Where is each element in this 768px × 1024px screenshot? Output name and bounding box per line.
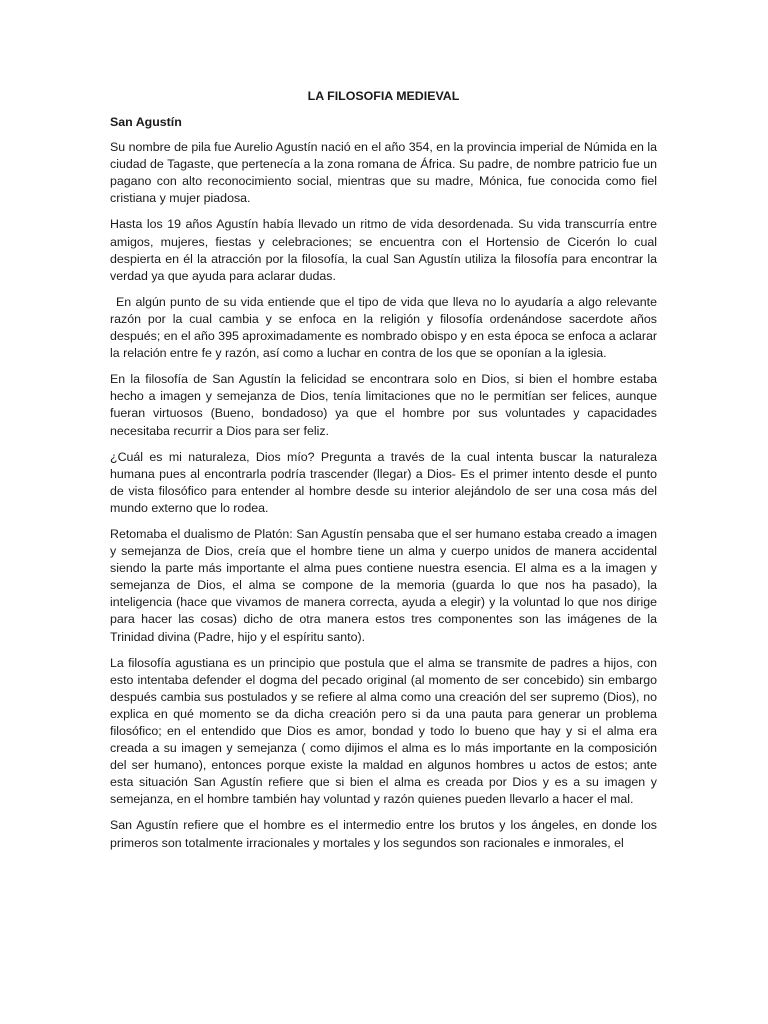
paragraph-nature: ¿Cuál es mi naturaleza, Dios mío? Pregunta a través de la cual intenta buscar la naturaleza humana pues al encontrarla podría trascender (llegar) a Dios- Es el primer intento desde el punto de vista filosófico para entender al hombre desde su interior alejándolo de ser una cosa más del mundo externo que lo rodea.: [110, 449, 657, 515]
document-title: LA FILOSOFIA MEDIEVAL: [307, 89, 460, 103]
paragraph-conversion: En algún punto de su vida entiende que el tipo de vida que lleva no lo ayudaría a algo relevante razón por la cual cambia y se enfoca en la religión y filosofía ordenándose sacerdote años después; en el año 395 aproximadamente es nombrado obispo y en esta época se enfoca a aclarar la relación entre fe y razón, así como a luchar en contra de los que se oponían a la iglesia.: [110, 294, 657, 361]
paragraph-soul-origin: La filosofía agustiana es un principio que postula que el alma se transmite de padres a hijos, con esto intentaba defender el dogma del pecado original (al momento de ser concebido) sin embargo después cambia sus postulados y se refiere al alma como una creación del ser supremo (Dios), no explica en qué momento se da dicha creación pero si da una pauta para generar un problema filosófico; en el entendido que Dios es amor, bondad y todo lo bueno que hay y si el alma era creada a su imagen y semejanza ( como dijimos el alma es lo más importante en la composición del ser humano), entonces porque existe la maldad en algunos hombres u actos de estos; ante esta situación San Agustín refiere que si bien el alma es creada por Dios y es a su imagen y semejanza, en el hombre también hay voluntad y razón quienes pueden llevarlo a hacer el mal.: [110, 655, 657, 807]
paragraph-youth: Hasta los 19 años Agustín había llevado un ritmo de vida desordenada. Su vida transcurría entre amigos, mujeres, fiestas y celebraciones; se encuentra con el Hortensio de Cicerón lo cual despierta en él la atracción por la filosofía, la cual San Agustín utiliza la filosofía para encontrar la verdad ya que ayuda para aclarar dudas.: [110, 217, 657, 283]
section-heading: San Agustín: [110, 115, 182, 129]
paragraph-biography: Su nombre de pila fue Aurelio Agustín nació en el año 354, en la provincia imperial de Númida en la ciudad de Tagaste, que pertenecía a la zona romana de África. Su padre, de nombre patricio fue un pagano con alto reconocimiento social, mientras que su madre, Mónica, fue conocida como fiel cristiana y mujer piadosa.: [110, 140, 657, 206]
paragraph-happiness: En la filosofía de San Agustín la felicidad se encontrara solo en Dios, si bien el hombre estaba hecho a imagen y semejanza de Dios, tenía limitaciones que no le permitían ser felices, aunque fueran virtuosos (Bueno, bondadoso) ya que el hombre por sus voluntades y capacidades necesitaba recurrir a Dios para ser feliz.: [110, 372, 657, 438]
document-body: [110, 88, 657, 861]
paragraph-man-intermediate: San Agustín refiere que el hombre es el intermedio entre los brutos y los ángeles, en donde los primeros son totalmente irracionales y mortales y los segundos son racionales e inmorales, el: [110, 818, 657, 850]
paragraph-dualism: Retomaba el dualismo de Platón: San Agustín pensaba que el ser humano estaba creado a imagen y semejanza de Dios, creía que el hombre tiene un alma y cuerpo unidos de manera accidental siendo la parte más importante el alma pues contiene nuestra esencia. El alma es a la imagen y semejanza de Dios, el alma se compone de la memoria (guarda lo que nos ha pasado), la inteligencia (hace que vivamos de manera correcta, ayuda a elegir) y la voluntad lo que nos dirige para hacer las cosas) dicho de otra manera estos tres componentes son las imágenes de la Trinidad divina (Padre, hijo y el espíritu santo).: [110, 526, 657, 644]
